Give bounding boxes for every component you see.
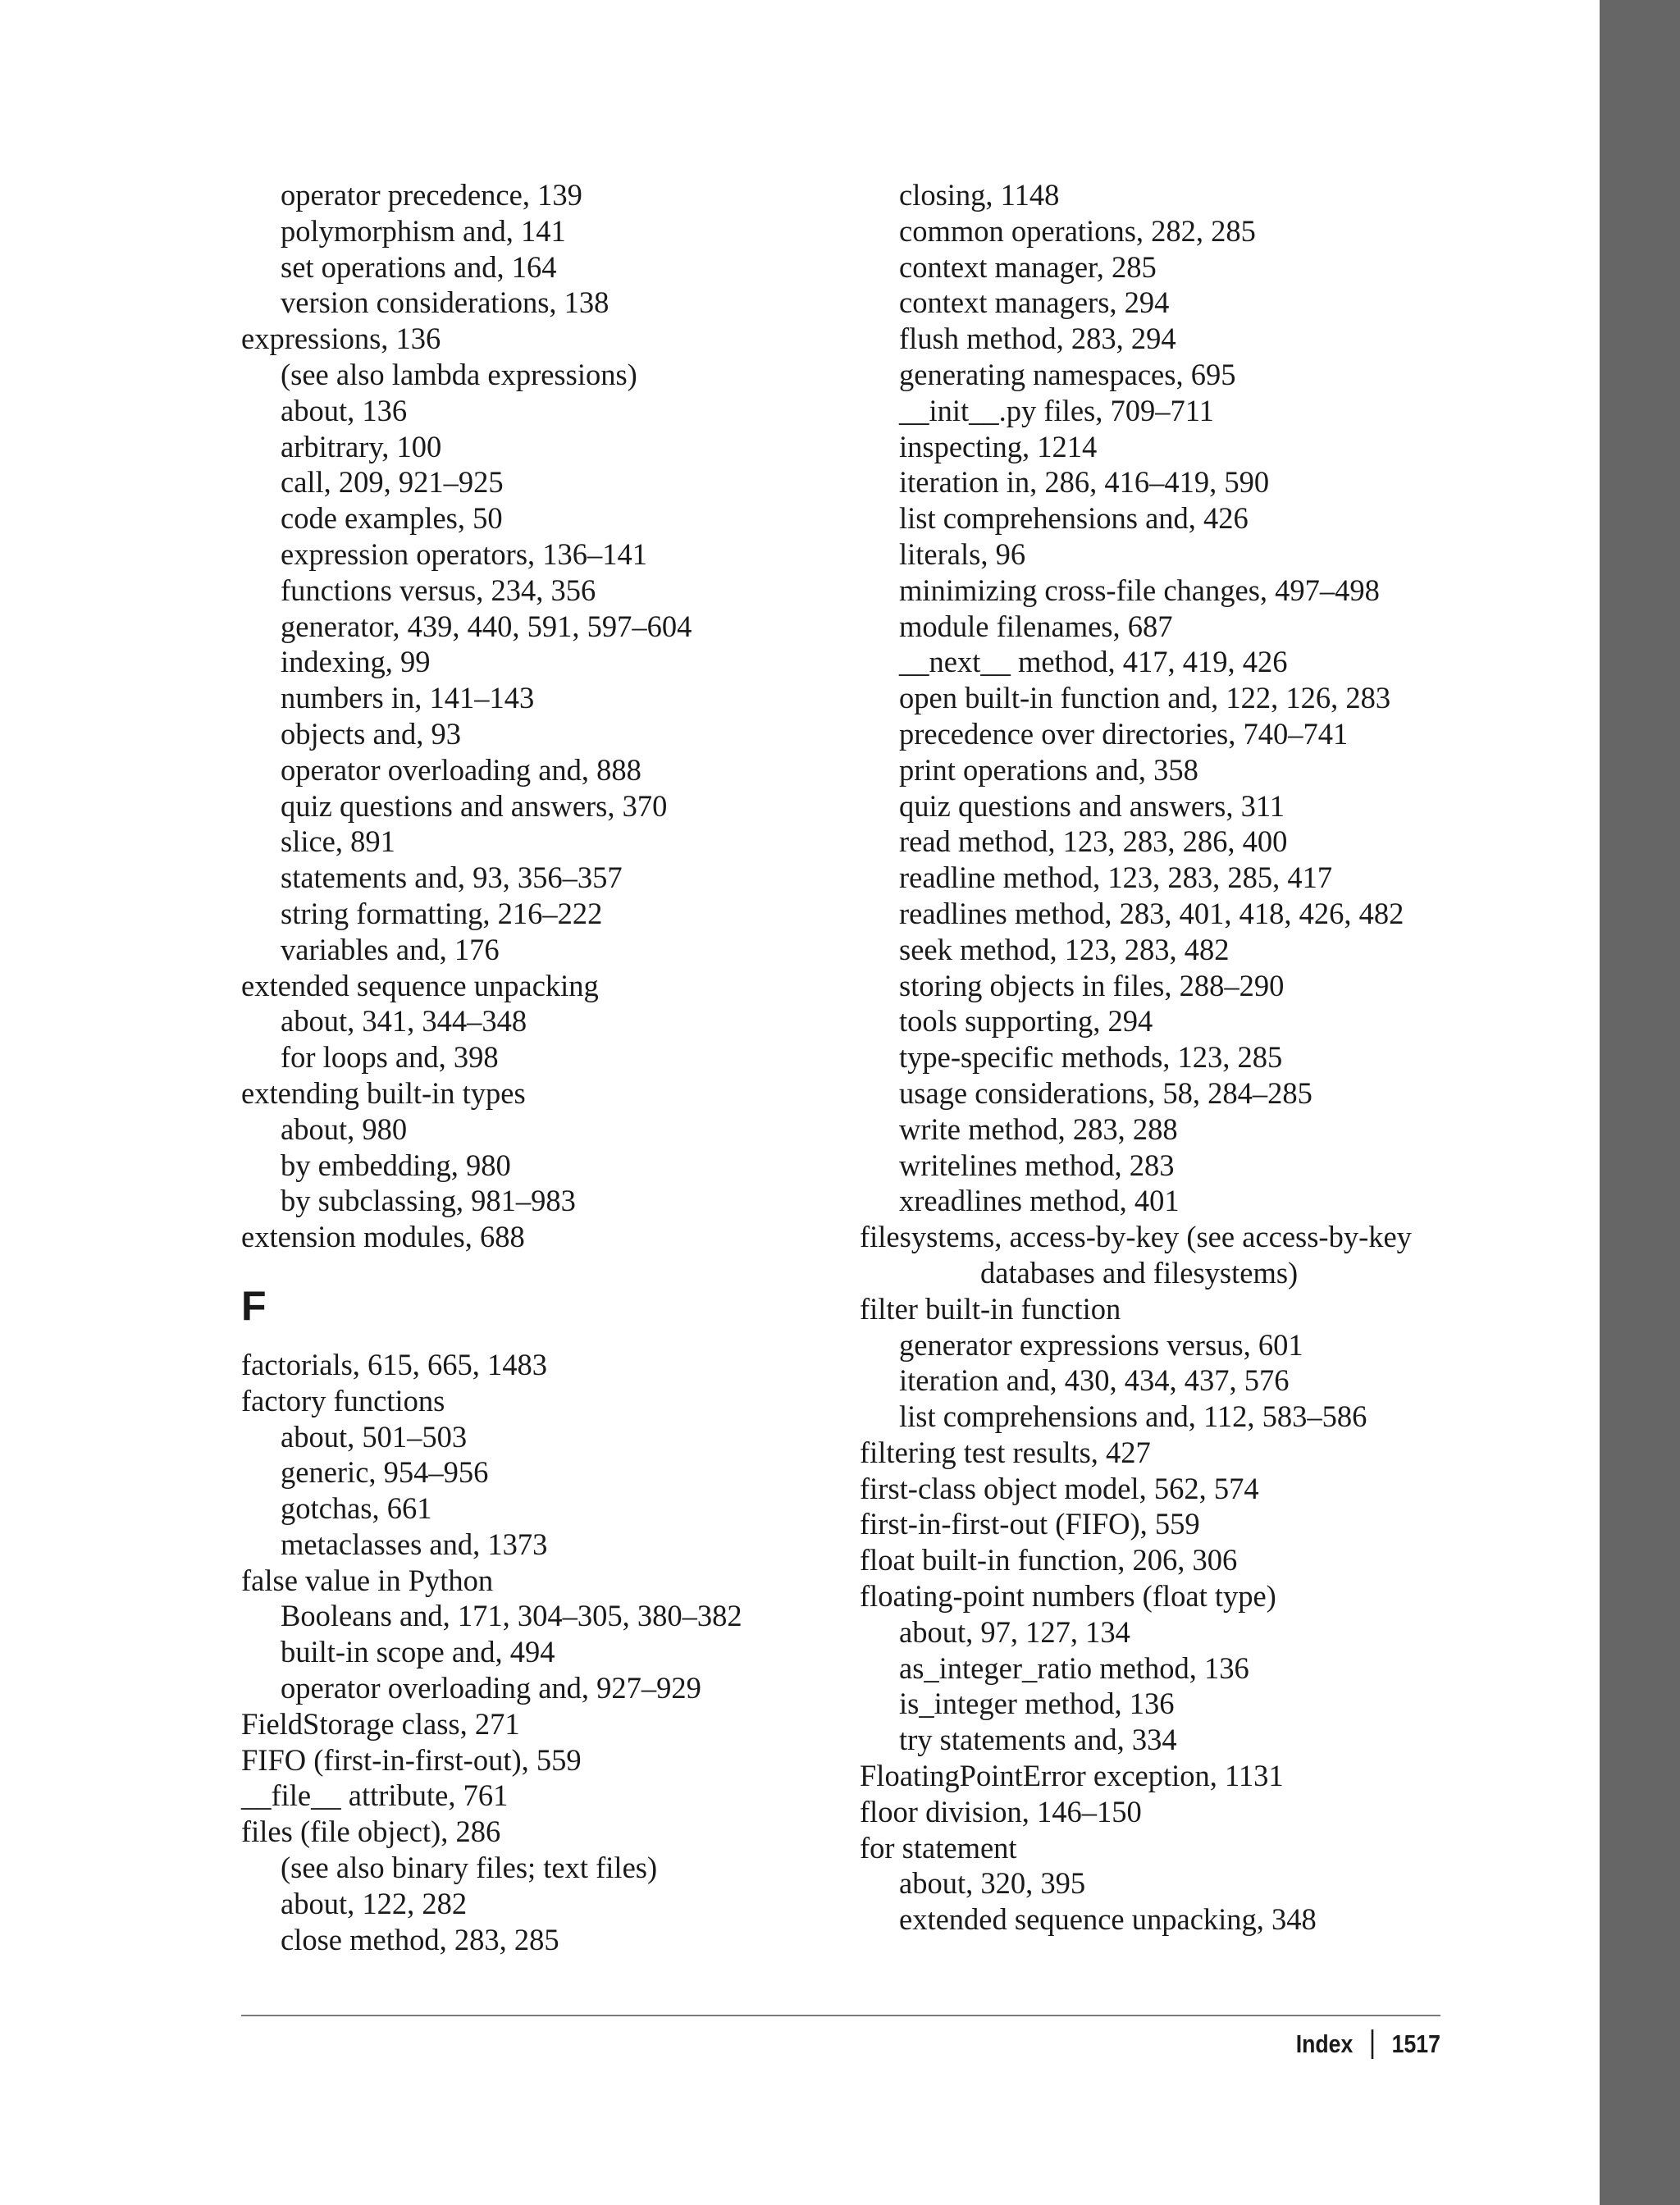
index-subentry: quiz questions and answers, 370 [281, 788, 668, 823]
index-entry: false value in Python [241, 1563, 494, 1597]
index-entry: for statement [860, 1830, 1017, 1865]
index-subentry: open built-in function and, 122, 126, 283 [899, 681, 1391, 715]
index-subentry: is_integer method, 136 [899, 1687, 1175, 1721]
index-entry: float built-in function, 206, 306 [860, 1543, 1238, 1577]
index-subentry: operator overloading and, 927–929 [281, 1671, 701, 1705]
index-subentry: generic, 954–956 [281, 1455, 489, 1490]
footer-rule [241, 2015, 1440, 2016]
index-subentry: tools supporting, 294 [899, 1004, 1153, 1039]
index-subentry: arbitrary, 100 [281, 429, 442, 463]
index-subentry: usage considerations, 58, 284–285 [899, 1075, 1312, 1110]
footer-section-label: Index [1295, 2029, 1354, 2058]
index-subentry: version considerations, 138 [281, 285, 609, 320]
index-subentry: indexing, 99 [281, 645, 431, 679]
index-entry: first-class object model, 562, 574 [860, 1471, 1259, 1505]
index-subentry: write method, 283, 288 [899, 1112, 1178, 1146]
page-edge-band [1600, 0, 1680, 2205]
index-subentry: __next__ method, 417, 419, 426 [899, 645, 1288, 679]
index-subentry: close method, 283, 285 [281, 1922, 559, 1956]
index-subentry: __init__.py files, 709–711 [899, 393, 1214, 427]
index-subentry: for loops and, 398 [281, 1040, 499, 1075]
index-subentry: call, 209, 921–925 [281, 465, 504, 500]
index-subentry: functions versus, 234, 356 [281, 573, 596, 607]
index-entry: __file__ attribute, 761 [241, 1778, 509, 1813]
index-subentry: try statements and, 334 [899, 1723, 1177, 1757]
index-entry: FieldStorage class, 271 [241, 1706, 520, 1741]
page-number: 1517 [1391, 2029, 1440, 2058]
index-subentry: statements and, 93, 356–357 [281, 861, 623, 895]
index-subentry: variables and, 176 [281, 932, 500, 966]
index-subentry: context manager, 285 [899, 249, 1157, 284]
index-entry: floating-point numbers (float type) [860, 1579, 1276, 1614]
index-entry: extension modules, 688 [241, 1220, 525, 1254]
index-entry: expressions, 136 [241, 322, 441, 356]
index-subentry: module filenames, 687 [899, 609, 1173, 643]
index-subentry: list comprehensions and, 112, 583–586 [899, 1399, 1367, 1434]
index-subentry: xreadlines method, 401 [899, 1184, 1180, 1218]
index-subentry: generator expressions versus, 601 [899, 1327, 1303, 1362]
index-entry: FIFO (first-in-first-out), 559 [241, 1742, 582, 1777]
footer-separator [1372, 2029, 1374, 2059]
index-subentry: code examples, 50 [281, 501, 503, 536]
index-subentry: objects and, 93 [281, 716, 461, 751]
index-subentry: precedence over directories, 740–741 [899, 716, 1349, 751]
index-subentry: generator, 439, 440, 591, 597–604 [281, 609, 692, 643]
index-subentry: about, 122, 282 [281, 1886, 468, 1920]
index-subentry: print operations and, 358 [899, 752, 1198, 787]
index-subentry: Booleans and, 171, 304–305, 380–382 [281, 1599, 742, 1633]
index-entry: first-in-first-out (FIFO), 559 [860, 1507, 1200, 1541]
index-subentry: gotchas, 661 [281, 1491, 432, 1526]
index-subentry: operator precedence, 139 [281, 178, 582, 212]
index-subentry: readlines method, 283, 401, 418, 426, 482 [899, 896, 1404, 930]
index-subentry: about, 980 [281, 1112, 408, 1146]
index-subentry: generating namespaces, 695 [899, 357, 1236, 391]
index-subentry: extended sequence unpacking, 348 [899, 1902, 1317, 1937]
index-subentry: about, 341, 344–348 [281, 1004, 527, 1039]
index-subentry: inspecting, 1214 [899, 429, 1098, 463]
index-subentry: operator overloading and, 888 [281, 752, 641, 787]
index-entry: filter built-in function [860, 1291, 1121, 1326]
index-entry: floor division, 146–150 [860, 1794, 1142, 1828]
index-subentry: (see also binary files; text files) [281, 1851, 658, 1885]
index-subentry: about, 501–503 [281, 1419, 468, 1454]
index-subentry: storing objects in files, 288–290 [899, 968, 1285, 1002]
index-subentry: about, 136 [281, 393, 408, 427]
index-subentry: numbers in, 141–143 [281, 681, 535, 715]
index-subentry: quiz questions and answers, 311 [899, 788, 1285, 823]
page-footer [1296, 2028, 1440, 2061]
index-subentry: about, 320, 395 [899, 1866, 1086, 1901]
index-subentry: (see also lambda expressions) [281, 357, 637, 391]
section-letter-heading: F [241, 1282, 267, 1329]
index-subentry: polymorphism and, 141 [281, 213, 566, 248]
index-subentry: common operations, 282, 285 [899, 213, 1256, 248]
index-entry: factory functions [241, 1383, 445, 1418]
index-subentry: by embedding, 980 [281, 1148, 511, 1182]
index-subentry: closing, 1148 [899, 178, 1060, 212]
index-subentry: iteration and, 430, 434, 437, 576 [899, 1363, 1290, 1398]
index-entry: FloatingPointError exception, 1131 [860, 1759, 1284, 1793]
index-subentry: flush method, 283, 294 [899, 322, 1176, 356]
index-subentry: slice, 891 [281, 824, 395, 859]
index-subentry: seek method, 123, 283, 482 [899, 932, 1230, 966]
index-subentry: literals, 96 [899, 536, 1026, 571]
index-column-left [241, 177, 865, 1957]
index-subentry: metaclasses and, 1373 [281, 1527, 548, 1561]
index-entry: factorials, 615, 665, 1483 [241, 1347, 548, 1381]
index-entry: extending built-in types [241, 1075, 526, 1110]
index-subentry: string formatting, 216–222 [281, 896, 603, 930]
index-subentry: type-specific methods, 123, 285 [899, 1040, 1283, 1075]
index-subentry: expression operators, 136–141 [281, 536, 648, 571]
index-entry: extended sequence unpacking [241, 968, 599, 1002]
index-subentry: writelines method, 283 [899, 1148, 1175, 1182]
index-subentry: as_integer_ratio method, 136 [899, 1650, 1249, 1685]
index-entry: files (file object), 286 [241, 1815, 501, 1849]
index-subentry: context managers, 294 [899, 285, 1170, 320]
index-subentry: about, 97, 127, 134 [899, 1614, 1130, 1649]
index-subentry: by subclassing, 981–983 [281, 1184, 576, 1218]
index-entry: filtering test results, 427 [860, 1435, 1151, 1469]
index-subentry: set operations and, 164 [281, 249, 557, 284]
index-subentry: built-in scope and, 494 [281, 1635, 555, 1669]
index-entry-continuation: databases and filesystems) [980, 1255, 1299, 1290]
index-column-right [860, 177, 1483, 1938]
index-subentry: read method, 123, 283, 286, 400 [899, 824, 1288, 859]
index-subentry: list comprehensions and, 426 [899, 501, 1249, 536]
index-subentry: iteration in, 286, 416–419, 590 [899, 465, 1270, 500]
index-subentry: minimizing cross-file changes, 497–498 [899, 573, 1380, 607]
index-entry: filesystems, access-by-key (see access-by-key [860, 1220, 1412, 1254]
index-subentry: readline method, 123, 283, 285, 417 [899, 861, 1333, 895]
